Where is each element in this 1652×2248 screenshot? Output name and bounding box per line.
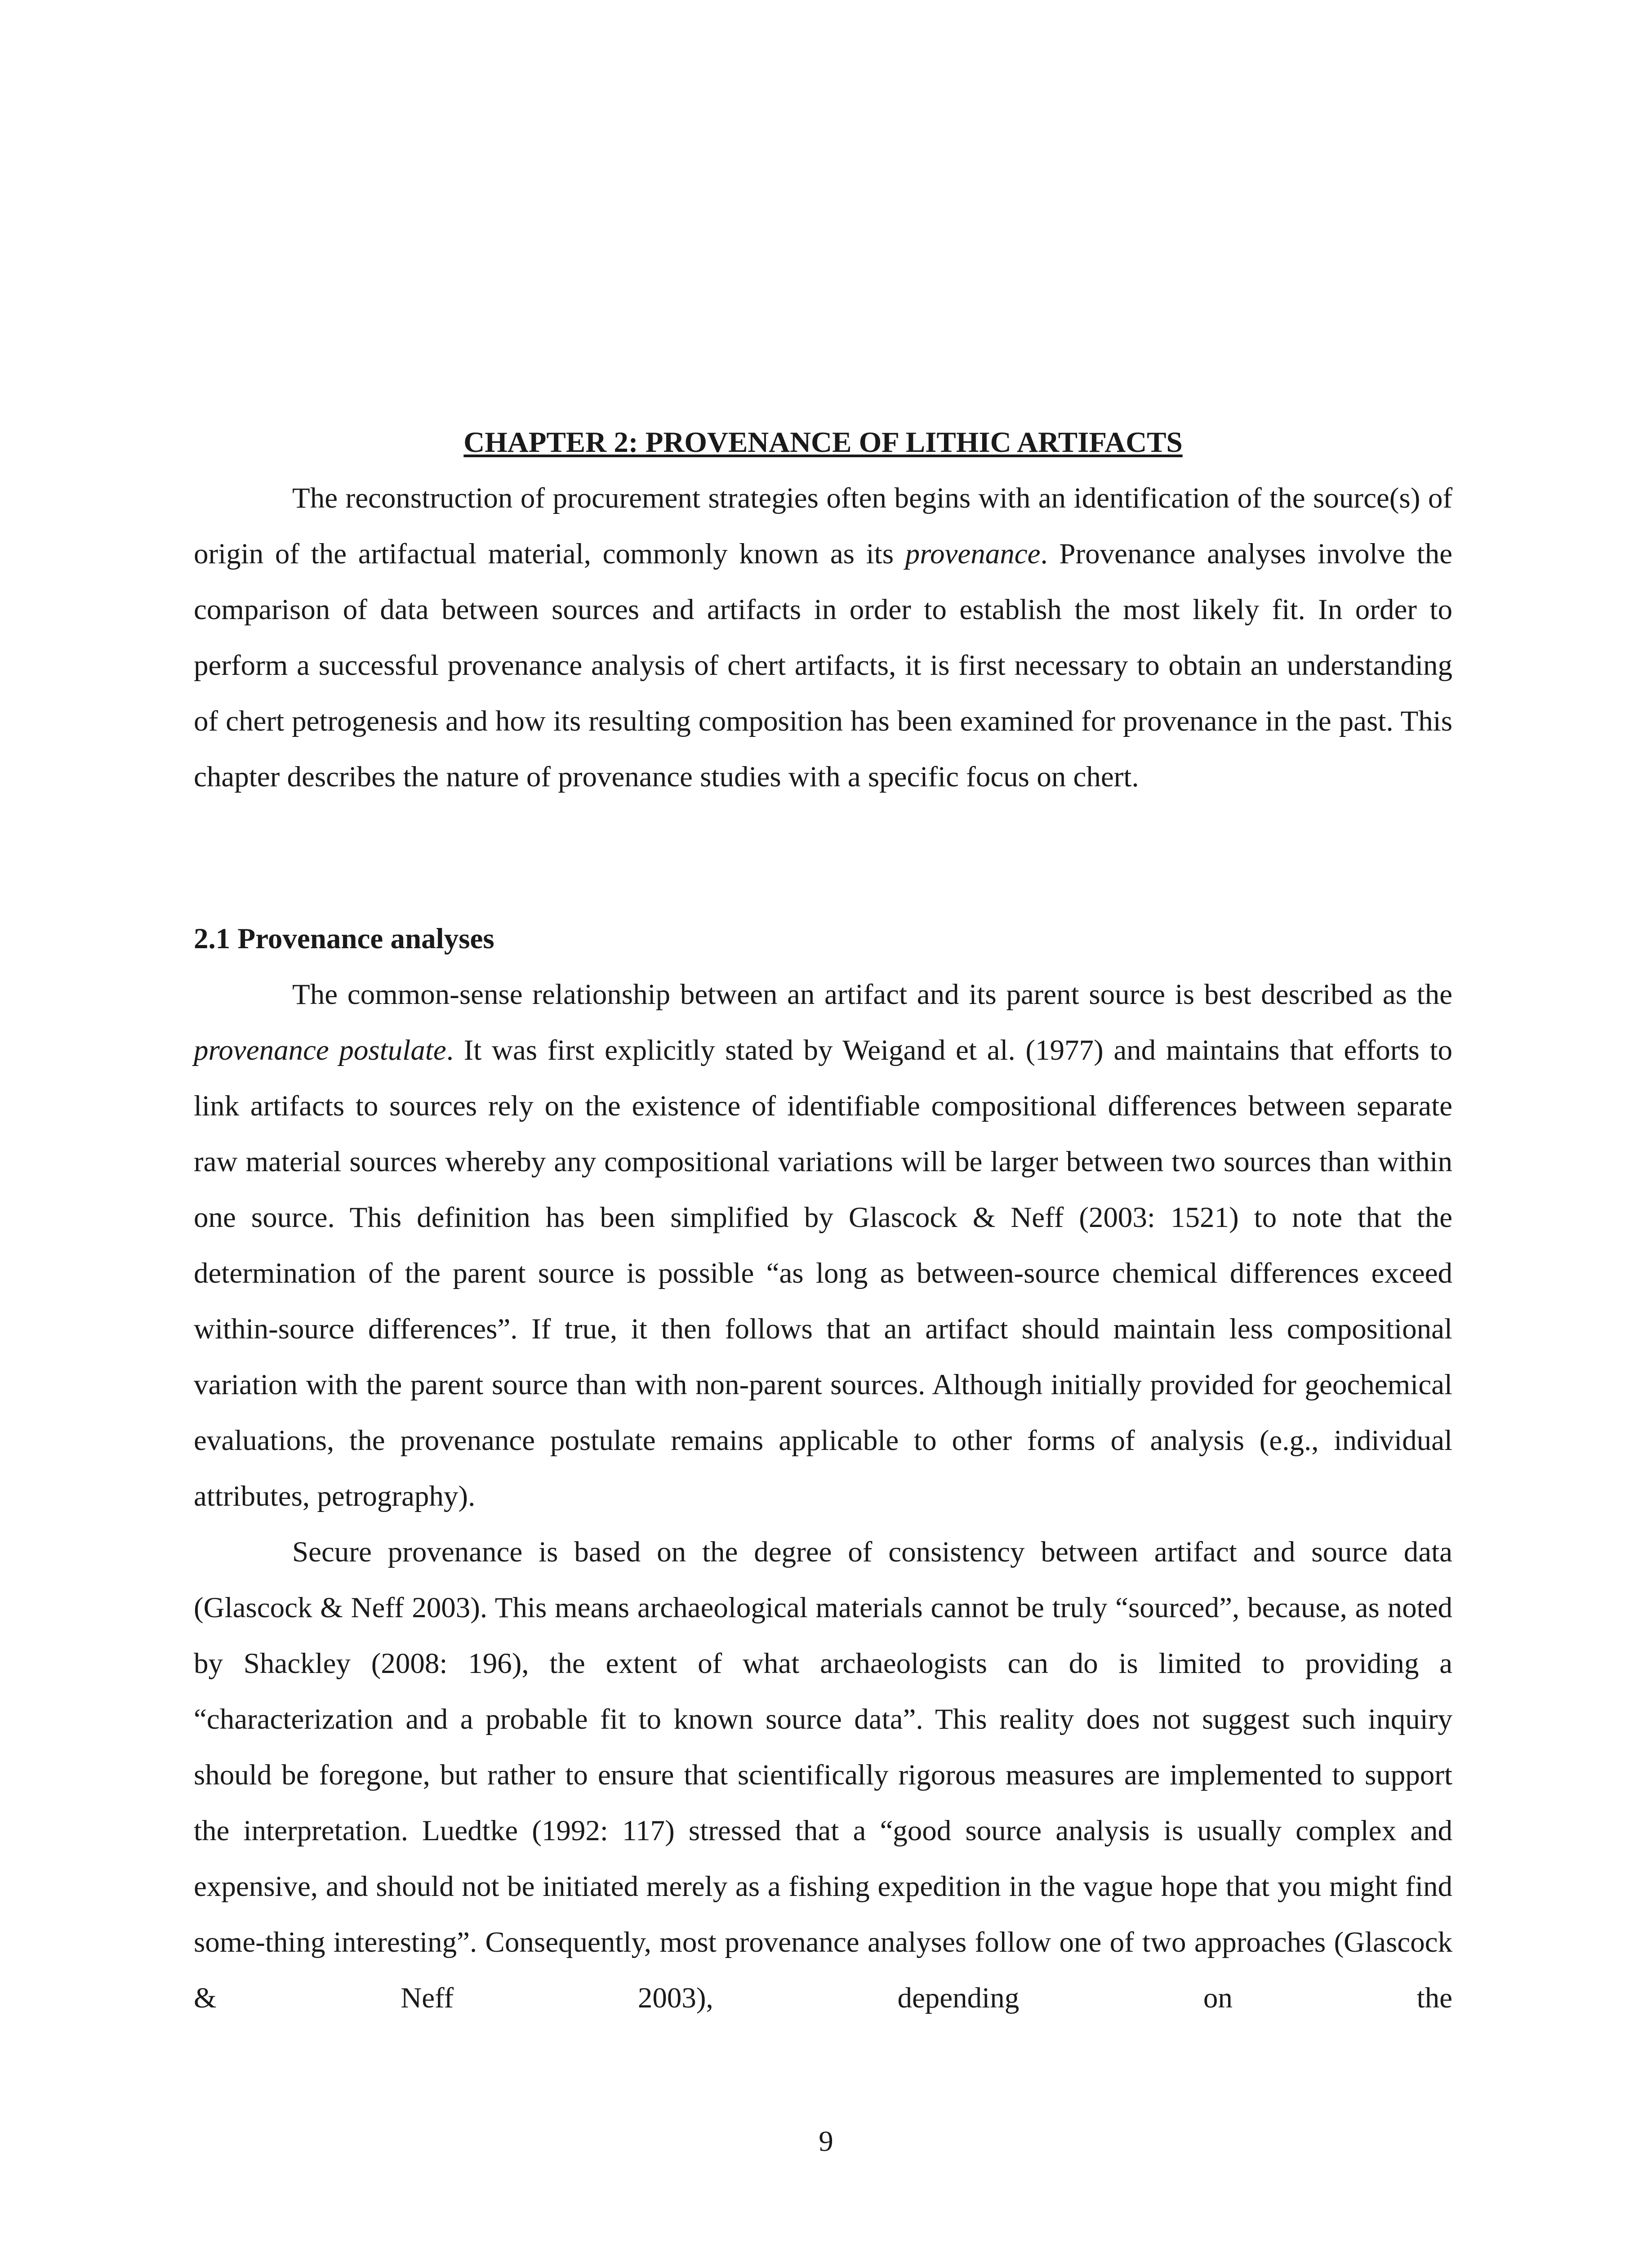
page-number: 9 [819,2125,833,2158]
section-p1-text-1: The common-sense relationship between an artifact and its parent source is best described as the [292,978,1452,1011]
intro-section [194,470,1452,805]
chapter-title: CHAPTER 2: PROVENANCE OF LITHIC ARTIFACTS [463,426,1183,459]
section-heading: 2.1 Provenance analyses [194,923,494,955]
intro-paragraph [194,470,1452,805]
section-body [194,967,1452,2026]
section-paragraph-2: Secure provenance is based on the degree of consistency between artifact and source data (Glascock & Neff 2003). This means archaeological materials cannot be truly “sourced”, because, as noted by Shackley (2008: 196), the extent of what archaeologists can do is limited to providing a “characterization and a probable fit to known source data”. This reality does not suggest such inquiry should be foregone, but rather to ensure that scientifically rigorous measures are implemented to support the interpretation. Luedtke (1992: 117) stressed that a “good source analysis is usually complex and expensive, and should not be initiated merely as a fishing expedition in the vague hope that you might find some-thing interesting”. Consequently, most provenance analyses follow one of two approaches (Glascock & Neff 2003), depending on the [194,1536,1452,2014]
section-paragraph-1 [194,967,1452,1524]
intro-text-1: The reconstruction of procurement strategies often begins with an identification of the source(s) of origin of the artifactual material, commonly known as its [194,482,1452,570]
provenance-postulate-term: provenance postulate [194,1034,446,1066]
section-p1-text-2: . It was first explicitly stated by Weigand et al. (1977) and maintains that efforts to link artifacts to sources rely on the existence of identifiable compositional differences between separate raw material sources whereby any compositional variations will be larger between two sources than within one source. This definition has been simplified by Glascock & Neff (2003: 1521) to note that the determination of the parent source is possible “as long as between-source chemical differences exceed within-source differences”. If true, it then follows that an artifact should maintain less compositional variation with the parent source than with non-parent sources. Although initially provided for geochemical evaluations, the provenance postulate remains applicable to other forms of analysis (e.g., individual attributes, petrography). [194,1034,1452,1512]
intro-text-2: . Provenance analyses involve the comparison of data between sources and artifacts in order to establish the most likely fit. In order to perform a successful provenance analysis of chert artifacts, it is first necessary to obtain an understanding of chert petrogenesis and how its resulting composition has been examined for provenance in the past. This chapter describes the nature of provenance studies with a specific focus on chert. [194,538,1452,793]
provenance-term: provenance [905,538,1041,570]
